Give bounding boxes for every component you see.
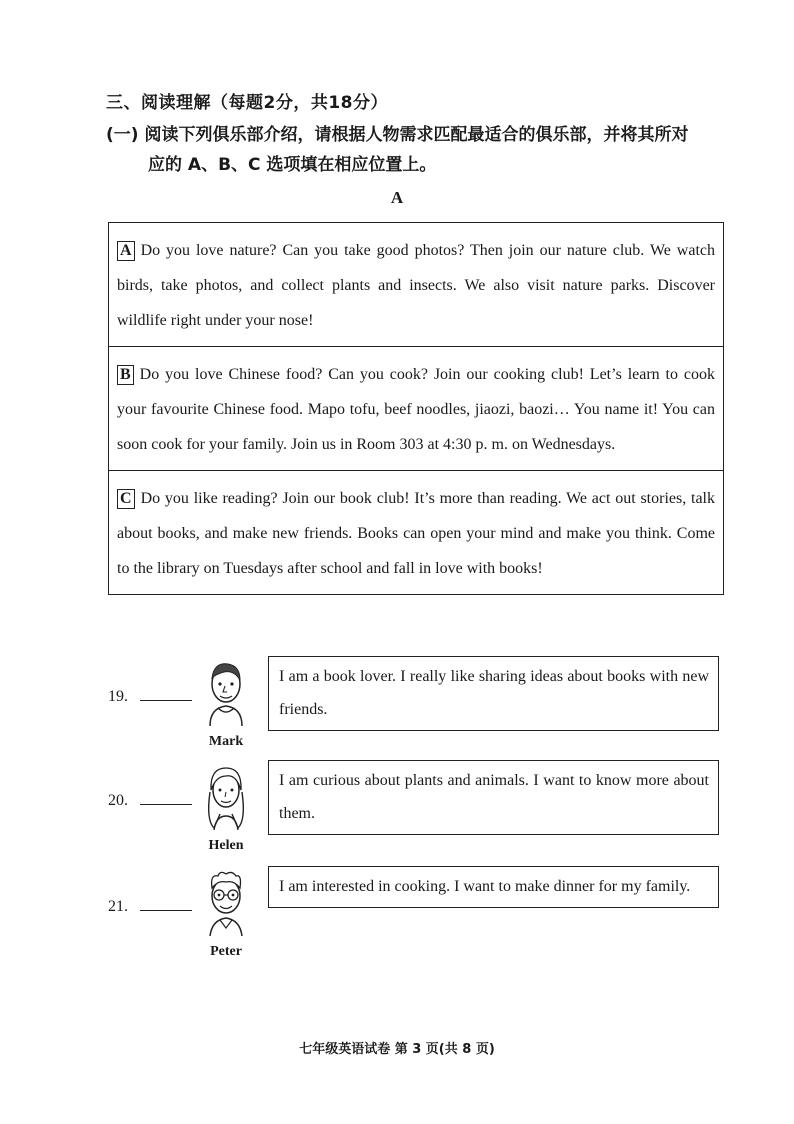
person-peter xyxy=(196,866,256,959)
need-box-20: I am curious about plants and animals. I want to know more about them. xyxy=(268,760,719,835)
need-box-21: I am interested in cooking. I want to make dinner for my family. xyxy=(268,866,719,908)
answer-blank-20[interactable] xyxy=(140,804,192,805)
instruction-line-2: 应的 A、B、C 选项填在相应位置上。 xyxy=(148,155,437,175)
instruction xyxy=(106,120,746,180)
clubs-box xyxy=(108,222,724,595)
boy-with-glasses-portrait-icon xyxy=(196,866,256,938)
person-name: Peter xyxy=(210,944,242,959)
question-21-number: 21. xyxy=(108,898,192,916)
instruction-line-1: (一) 阅读下列俱乐部介绍，请根据人物需求匹配最适合的俱乐部，并将其所对 xyxy=(106,125,689,145)
person-mark xyxy=(196,656,256,749)
club-b xyxy=(109,347,723,471)
club-text: Do you love nature? Can you take good photos? Then join our nature club. We watch birds, take photos, and collect plants and insects. We also visit nature parks. Discover wildlife right under your nose! xyxy=(117,242,715,329)
passage-label: A xyxy=(390,188,404,207)
person-name: Helen xyxy=(208,838,244,853)
club-text: Do you love Chinese food? Can you cook? Join our cooking club! Let’s learn to cook your favourite Chinese food. Mapo tofu, beef noodles, jiaozi, baozi… You name it! You can soon cook for your family. Join us in Room 303 at 4:30 p. m. on Wednesdays. xyxy=(117,366,715,453)
answer-blank-21[interactable] xyxy=(140,910,192,911)
woman-portrait-icon xyxy=(196,760,256,832)
man-portrait-icon xyxy=(196,656,256,728)
club-text: Do you like reading? Join our book club! It’s more than reading. We act out stories, talk about books, and make new friends. Books can open your mind and make you think. Come to the library on Tuesdays after school and fall in love with books! xyxy=(117,490,715,577)
club-a xyxy=(109,223,723,347)
need-box-19: I am a book lover. I really like sharing ideas about books with new friends. xyxy=(268,656,719,731)
question-19-number: 19. xyxy=(108,688,192,706)
person-name: Mark xyxy=(208,734,244,749)
person-helen xyxy=(196,760,256,853)
club-letter: A xyxy=(117,241,135,261)
club-c xyxy=(109,471,723,594)
section-title: 三、阅读理解（每题2分，共18分） xyxy=(106,93,388,113)
question-20-number: 20. xyxy=(108,792,192,810)
answer-blank-19[interactable] xyxy=(140,700,192,701)
page-footer: 七年级英语试卷 第 3 页(共 8 页) xyxy=(299,1042,495,1057)
club-letter: B xyxy=(117,365,134,385)
club-letter: C xyxy=(117,489,135,509)
